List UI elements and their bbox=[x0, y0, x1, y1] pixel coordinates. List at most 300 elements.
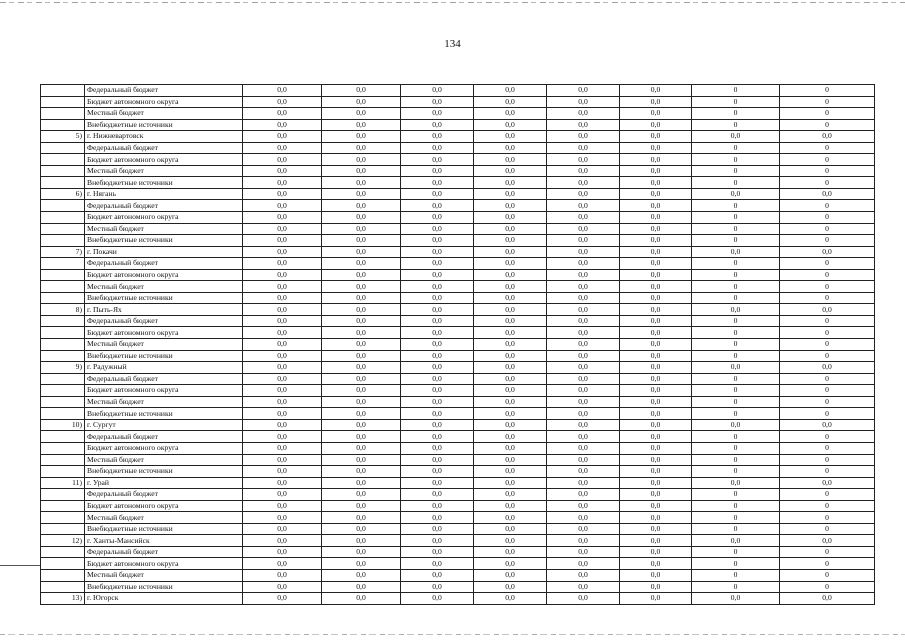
value-cell: 0,0 bbox=[401, 246, 474, 258]
value-cell: 0 bbox=[780, 373, 875, 385]
table-row bbox=[41, 385, 875, 397]
row-number bbox=[41, 177, 85, 189]
value-cell: 0,0 bbox=[322, 350, 401, 362]
funding-source-name: Внебюджетные источники bbox=[85, 523, 243, 535]
value-cell: 0,0 bbox=[322, 142, 401, 154]
row-number bbox=[41, 546, 85, 558]
value-cell: 0,0 bbox=[474, 119, 547, 131]
value-cell: 0,0 bbox=[620, 431, 692, 443]
value-cell: 0,0 bbox=[692, 535, 780, 547]
value-cell: 0,0 bbox=[322, 535, 401, 547]
value-cell: 0 bbox=[692, 96, 780, 108]
scan-edge-top bbox=[0, 2, 905, 3]
value-cell: 0,0 bbox=[243, 96, 322, 108]
value-cell: 0,0 bbox=[547, 431, 620, 443]
table-row bbox=[41, 85, 875, 97]
value-cell: 0,0 bbox=[322, 304, 401, 316]
value-cell: 0,0 bbox=[322, 212, 401, 224]
value-cell: 0,0 bbox=[243, 489, 322, 501]
table-row-municipality bbox=[41, 188, 875, 200]
row-number bbox=[41, 292, 85, 304]
value-cell: 0,0 bbox=[243, 131, 322, 143]
value-cell: 0,0 bbox=[620, 396, 692, 408]
value-cell: 0,0 bbox=[620, 489, 692, 501]
row-number: 6) bbox=[41, 188, 85, 200]
table-row bbox=[41, 154, 875, 166]
value-cell: 0 bbox=[692, 558, 780, 570]
value-cell: 0,0 bbox=[322, 466, 401, 478]
municipality-name: г. Нягань bbox=[85, 188, 243, 200]
row-number: 13) bbox=[41, 593, 85, 605]
value-cell: 0,0 bbox=[243, 119, 322, 131]
value-cell: 0,0 bbox=[401, 396, 474, 408]
value-cell: 0,0 bbox=[547, 177, 620, 189]
value-cell: 0,0 bbox=[474, 408, 547, 420]
value-cell: 0,0 bbox=[692, 477, 780, 489]
value-cell: 0,0 bbox=[474, 535, 547, 547]
value-cell: 0,0 bbox=[474, 477, 547, 489]
value-cell: 0,0 bbox=[322, 281, 401, 293]
row-number bbox=[41, 212, 85, 224]
value-cell: 0 bbox=[780, 212, 875, 224]
value-cell: 0 bbox=[692, 292, 780, 304]
value-cell: 0,0 bbox=[620, 373, 692, 385]
value-cell: 0 bbox=[692, 569, 780, 581]
value-cell: 0,0 bbox=[547, 396, 620, 408]
funding-source-name: Бюджет автономного округа bbox=[85, 558, 243, 570]
value-cell: 0,0 bbox=[692, 246, 780, 258]
value-cell: 0,0 bbox=[620, 350, 692, 362]
value-cell: 0,0 bbox=[547, 558, 620, 570]
row-number bbox=[41, 315, 85, 327]
value-cell: 0 bbox=[692, 281, 780, 293]
value-cell: 0 bbox=[692, 581, 780, 593]
value-cell: 0,0 bbox=[474, 454, 547, 466]
value-cell: 0,0 bbox=[547, 315, 620, 327]
value-cell: 0,0 bbox=[474, 373, 547, 385]
value-cell: 0,0 bbox=[547, 535, 620, 547]
value-cell: 0,0 bbox=[547, 569, 620, 581]
value-cell: 0,0 bbox=[620, 281, 692, 293]
value-cell: 0,0 bbox=[547, 223, 620, 235]
value-cell: 0,0 bbox=[401, 569, 474, 581]
row-number bbox=[41, 142, 85, 154]
value-cell: 0,0 bbox=[780, 188, 875, 200]
row-number bbox=[41, 396, 85, 408]
funding-source-name: Федеральный бюджет bbox=[85, 315, 243, 327]
value-cell: 0 bbox=[692, 523, 780, 535]
value-cell: 0,0 bbox=[322, 165, 401, 177]
value-cell: 0,0 bbox=[322, 569, 401, 581]
value-cell: 0,0 bbox=[474, 581, 547, 593]
value-cell: 0,0 bbox=[243, 235, 322, 247]
table-row-municipality bbox=[41, 535, 875, 547]
value-cell: 0,0 bbox=[243, 373, 322, 385]
value-cell: 0,0 bbox=[322, 96, 401, 108]
value-cell: 0,0 bbox=[474, 223, 547, 235]
value-cell: 0 bbox=[692, 269, 780, 281]
row-number bbox=[41, 442, 85, 454]
value-cell: 0 bbox=[692, 200, 780, 212]
value-cell: 0,0 bbox=[692, 188, 780, 200]
table-row bbox=[41, 327, 875, 339]
margin-line bbox=[0, 565, 40, 566]
value-cell: 0,0 bbox=[401, 512, 474, 524]
value-cell: 0 bbox=[692, 500, 780, 512]
value-cell: 0,0 bbox=[547, 154, 620, 166]
municipality-name: г. Покачи bbox=[85, 246, 243, 258]
municipality-name: г. Пыть-Ях bbox=[85, 304, 243, 316]
value-cell: 0,0 bbox=[474, 327, 547, 339]
value-cell: 0 bbox=[692, 177, 780, 189]
value-cell: 0,0 bbox=[547, 304, 620, 316]
value-cell: 0,0 bbox=[401, 200, 474, 212]
table-row-municipality bbox=[41, 593, 875, 605]
value-cell: 0,0 bbox=[322, 119, 401, 131]
value-cell: 0 bbox=[780, 154, 875, 166]
value-cell: 0,0 bbox=[243, 350, 322, 362]
value-cell: 0,0 bbox=[243, 188, 322, 200]
value-cell: 0,0 bbox=[620, 235, 692, 247]
value-cell: 0 bbox=[780, 558, 875, 570]
value-cell: 0,0 bbox=[243, 269, 322, 281]
value-cell: 0,0 bbox=[243, 569, 322, 581]
row-number bbox=[41, 339, 85, 351]
value-cell: 0,0 bbox=[322, 581, 401, 593]
value-cell: 0 bbox=[780, 489, 875, 501]
value-cell: 0,0 bbox=[322, 489, 401, 501]
table-row bbox=[41, 212, 875, 224]
value-cell: 0 bbox=[692, 142, 780, 154]
value-cell: 0 bbox=[780, 546, 875, 558]
table-row bbox=[41, 292, 875, 304]
table-row bbox=[41, 523, 875, 535]
funding-source-name: Федеральный бюджет bbox=[85, 373, 243, 385]
value-cell: 0,0 bbox=[474, 269, 547, 281]
value-cell: 0,0 bbox=[620, 339, 692, 351]
value-cell: 0,0 bbox=[322, 373, 401, 385]
row-number bbox=[41, 385, 85, 397]
table-row bbox=[41, 223, 875, 235]
scan-edge-bottom bbox=[0, 634, 905, 635]
value-cell: 0,0 bbox=[401, 362, 474, 374]
value-cell: 0,0 bbox=[243, 165, 322, 177]
value-cell: 0,0 bbox=[401, 154, 474, 166]
row-number bbox=[41, 466, 85, 478]
row-number bbox=[41, 269, 85, 281]
table-row bbox=[41, 281, 875, 293]
value-cell: 0,0 bbox=[243, 223, 322, 235]
value-cell: 0,0 bbox=[243, 108, 322, 120]
funding-source-name: Бюджет автономного округа bbox=[85, 269, 243, 281]
value-cell: 0,0 bbox=[620, 546, 692, 558]
value-cell: 0,0 bbox=[474, 385, 547, 397]
value-cell: 0,0 bbox=[322, 419, 401, 431]
value-cell: 0,0 bbox=[547, 200, 620, 212]
value-cell: 0,0 bbox=[401, 454, 474, 466]
value-cell: 0,0 bbox=[780, 477, 875, 489]
value-cell: 0,0 bbox=[547, 466, 620, 478]
value-cell: 0,0 bbox=[780, 131, 875, 143]
value-cell: 0 bbox=[692, 165, 780, 177]
value-cell: 0 bbox=[780, 408, 875, 420]
funding-source-name: Внебюджетные источники bbox=[85, 235, 243, 247]
table-row bbox=[41, 408, 875, 420]
value-cell: 0,0 bbox=[474, 350, 547, 362]
table-row bbox=[41, 500, 875, 512]
value-cell: 0,0 bbox=[620, 593, 692, 605]
value-cell: 0,0 bbox=[474, 431, 547, 443]
value-cell: 0,0 bbox=[547, 165, 620, 177]
value-cell: 0,0 bbox=[401, 593, 474, 605]
value-cell: 0,0 bbox=[322, 131, 401, 143]
value-cell: 0 bbox=[692, 119, 780, 131]
table-body bbox=[41, 85, 875, 605]
value-cell: 0,0 bbox=[401, 165, 474, 177]
value-cell: 0,0 bbox=[620, 223, 692, 235]
value-cell: 0,0 bbox=[322, 362, 401, 374]
value-cell: 0,0 bbox=[243, 200, 322, 212]
value-cell: 0,0 bbox=[474, 339, 547, 351]
value-cell: 0 bbox=[780, 315, 875, 327]
value-cell: 0 bbox=[692, 454, 780, 466]
row-number bbox=[41, 154, 85, 166]
value-cell: 0 bbox=[692, 258, 780, 270]
row-number bbox=[41, 281, 85, 293]
value-cell: 0,0 bbox=[780, 246, 875, 258]
value-cell: 0,0 bbox=[322, 154, 401, 166]
value-cell: 0,0 bbox=[474, 142, 547, 154]
value-cell: 0,0 bbox=[620, 292, 692, 304]
value-cell: 0 bbox=[692, 431, 780, 443]
table-row bbox=[41, 96, 875, 108]
value-cell: 0 bbox=[780, 269, 875, 281]
value-cell: 0,0 bbox=[474, 246, 547, 258]
value-cell: 0,0 bbox=[322, 512, 401, 524]
value-cell: 0,0 bbox=[243, 454, 322, 466]
value-cell: 0,0 bbox=[474, 523, 547, 535]
value-cell: 0,0 bbox=[474, 489, 547, 501]
value-cell: 0,0 bbox=[620, 523, 692, 535]
value-cell: 0,0 bbox=[547, 188, 620, 200]
value-cell: 0,0 bbox=[243, 177, 322, 189]
value-cell: 0,0 bbox=[692, 362, 780, 374]
value-cell: 0,0 bbox=[401, 304, 474, 316]
value-cell: 0,0 bbox=[692, 304, 780, 316]
value-cell: 0 bbox=[780, 119, 875, 131]
value-cell: 0,0 bbox=[322, 396, 401, 408]
funding-source-name: Внебюджетные источники bbox=[85, 177, 243, 189]
value-cell: 0,0 bbox=[322, 188, 401, 200]
value-cell: 0,0 bbox=[547, 385, 620, 397]
value-cell: 0,0 bbox=[401, 442, 474, 454]
value-cell: 0,0 bbox=[243, 315, 322, 327]
value-cell: 0 bbox=[780, 442, 875, 454]
value-cell: 0,0 bbox=[547, 546, 620, 558]
value-cell: 0,0 bbox=[401, 281, 474, 293]
value-cell: 0,0 bbox=[547, 362, 620, 374]
funding-source-name: Федеральный бюджет bbox=[85, 85, 243, 97]
table-row-municipality bbox=[41, 419, 875, 431]
funding-source-name: Местный бюджет bbox=[85, 512, 243, 524]
value-cell: 0 bbox=[780, 466, 875, 478]
value-cell: 0,0 bbox=[322, 385, 401, 397]
table-row bbox=[41, 396, 875, 408]
value-cell: 0,0 bbox=[322, 246, 401, 258]
value-cell: 0,0 bbox=[401, 235, 474, 247]
funding-source-name: Федеральный бюджет bbox=[85, 489, 243, 501]
row-number bbox=[41, 454, 85, 466]
value-cell: 0,0 bbox=[401, 131, 474, 143]
value-cell: 0,0 bbox=[620, 165, 692, 177]
value-cell: 0,0 bbox=[322, 315, 401, 327]
value-cell: 0,0 bbox=[243, 339, 322, 351]
municipality-name: г. Радужный bbox=[85, 362, 243, 374]
value-cell: 0,0 bbox=[322, 523, 401, 535]
value-cell: 0,0 bbox=[401, 339, 474, 351]
value-cell: 0,0 bbox=[322, 593, 401, 605]
value-cell: 0,0 bbox=[474, 512, 547, 524]
value-cell: 0,0 bbox=[547, 339, 620, 351]
value-cell: 0,0 bbox=[620, 477, 692, 489]
value-cell: 0 bbox=[780, 385, 875, 397]
value-cell: 0,0 bbox=[401, 269, 474, 281]
value-cell: 0,0 bbox=[547, 419, 620, 431]
municipality-name: г. Нижневартовск bbox=[85, 131, 243, 143]
value-cell: 0 bbox=[692, 327, 780, 339]
table-row bbox=[41, 350, 875, 362]
value-cell: 0,0 bbox=[401, 142, 474, 154]
value-cell: 0,0 bbox=[401, 408, 474, 420]
value-cell: 0,0 bbox=[474, 212, 547, 224]
value-cell: 0,0 bbox=[692, 593, 780, 605]
municipality-name: г. Ханты-Мансийск bbox=[85, 535, 243, 547]
value-cell: 0,0 bbox=[692, 131, 780, 143]
value-cell: 0,0 bbox=[620, 327, 692, 339]
row-number bbox=[41, 500, 85, 512]
value-cell: 0,0 bbox=[547, 408, 620, 420]
value-cell: 0,0 bbox=[620, 96, 692, 108]
value-cell: 0 bbox=[780, 569, 875, 581]
value-cell: 0,0 bbox=[620, 258, 692, 270]
value-cell: 0,0 bbox=[243, 535, 322, 547]
funding-source-name: Местный бюджет bbox=[85, 454, 243, 466]
value-cell: 0 bbox=[780, 396, 875, 408]
value-cell: 0 bbox=[780, 108, 875, 120]
value-cell: 0,0 bbox=[547, 235, 620, 247]
value-cell: 0,0 bbox=[243, 500, 322, 512]
value-cell: 0,0 bbox=[322, 108, 401, 120]
value-cell: 0 bbox=[780, 581, 875, 593]
value-cell: 0,0 bbox=[401, 581, 474, 593]
value-cell: 0,0 bbox=[401, 223, 474, 235]
value-cell: 0,0 bbox=[474, 304, 547, 316]
value-cell: 0,0 bbox=[692, 419, 780, 431]
row-number bbox=[41, 569, 85, 581]
value-cell: 0,0 bbox=[401, 212, 474, 224]
value-cell: 0,0 bbox=[547, 108, 620, 120]
value-cell: 0,0 bbox=[547, 212, 620, 224]
value-cell: 0 bbox=[780, 235, 875, 247]
value-cell: 0,0 bbox=[474, 593, 547, 605]
funding-source-name: Внебюджетные источники bbox=[85, 292, 243, 304]
value-cell: 0,0 bbox=[243, 442, 322, 454]
funding-source-name: Бюджет автономного округа bbox=[85, 327, 243, 339]
value-cell: 0 bbox=[780, 500, 875, 512]
value-cell: 0,0 bbox=[401, 96, 474, 108]
value-cell: 0 bbox=[780, 200, 875, 212]
value-cell: 0,0 bbox=[620, 385, 692, 397]
value-cell: 0,0 bbox=[243, 419, 322, 431]
value-cell: 0,0 bbox=[322, 85, 401, 97]
row-number bbox=[41, 512, 85, 524]
funding-source-name: Внебюджетные источники bbox=[85, 350, 243, 362]
value-cell: 0 bbox=[692, 466, 780, 478]
value-cell: 0,0 bbox=[243, 362, 322, 374]
value-cell: 0 bbox=[780, 96, 875, 108]
funding-source-name: Бюджет автономного округа bbox=[85, 212, 243, 224]
value-cell: 0,0 bbox=[243, 408, 322, 420]
value-cell: 0,0 bbox=[620, 512, 692, 524]
value-cell: 0,0 bbox=[547, 142, 620, 154]
value-cell: 0 bbox=[780, 454, 875, 466]
value-cell: 0,0 bbox=[322, 269, 401, 281]
value-cell: 0 bbox=[692, 315, 780, 327]
value-cell: 0,0 bbox=[620, 108, 692, 120]
value-cell: 0,0 bbox=[474, 131, 547, 143]
value-cell: 0 bbox=[780, 339, 875, 351]
value-cell: 0,0 bbox=[322, 292, 401, 304]
value-cell: 0,0 bbox=[401, 373, 474, 385]
row-number bbox=[41, 558, 85, 570]
row-number bbox=[41, 523, 85, 535]
value-cell: 0,0 bbox=[401, 523, 474, 535]
row-number: 8) bbox=[41, 304, 85, 316]
value-cell: 0,0 bbox=[547, 258, 620, 270]
value-cell: 0,0 bbox=[243, 396, 322, 408]
value-cell: 0 bbox=[692, 339, 780, 351]
funding-source-name: Бюджет автономного округа bbox=[85, 442, 243, 454]
funding-source-name: Федеральный бюджет bbox=[85, 431, 243, 443]
table-row bbox=[41, 177, 875, 189]
value-cell: 0,0 bbox=[322, 200, 401, 212]
table-row bbox=[41, 339, 875, 351]
value-cell: 0,0 bbox=[401, 188, 474, 200]
value-cell: 0,0 bbox=[547, 327, 620, 339]
value-cell: 0,0 bbox=[547, 454, 620, 466]
value-cell: 0,0 bbox=[547, 246, 620, 258]
value-cell: 0,0 bbox=[243, 593, 322, 605]
funding-source-name: Внебюджетные источники bbox=[85, 119, 243, 131]
value-cell: 0,0 bbox=[474, 281, 547, 293]
value-cell: 0,0 bbox=[322, 442, 401, 454]
value-cell: 0,0 bbox=[620, 466, 692, 478]
value-cell: 0,0 bbox=[322, 235, 401, 247]
table-row bbox=[41, 315, 875, 327]
value-cell: 0,0 bbox=[547, 512, 620, 524]
municipality-name: г. Югорск bbox=[85, 593, 243, 605]
value-cell: 0,0 bbox=[547, 350, 620, 362]
value-cell: 0,0 bbox=[474, 396, 547, 408]
value-cell: 0,0 bbox=[243, 154, 322, 166]
value-cell: 0,0 bbox=[620, 119, 692, 131]
value-cell: 0,0 bbox=[401, 466, 474, 478]
value-cell: 0,0 bbox=[243, 431, 322, 443]
table-row bbox=[41, 581, 875, 593]
row-number bbox=[41, 200, 85, 212]
value-cell: 0,0 bbox=[243, 85, 322, 97]
value-cell: 0 bbox=[692, 546, 780, 558]
